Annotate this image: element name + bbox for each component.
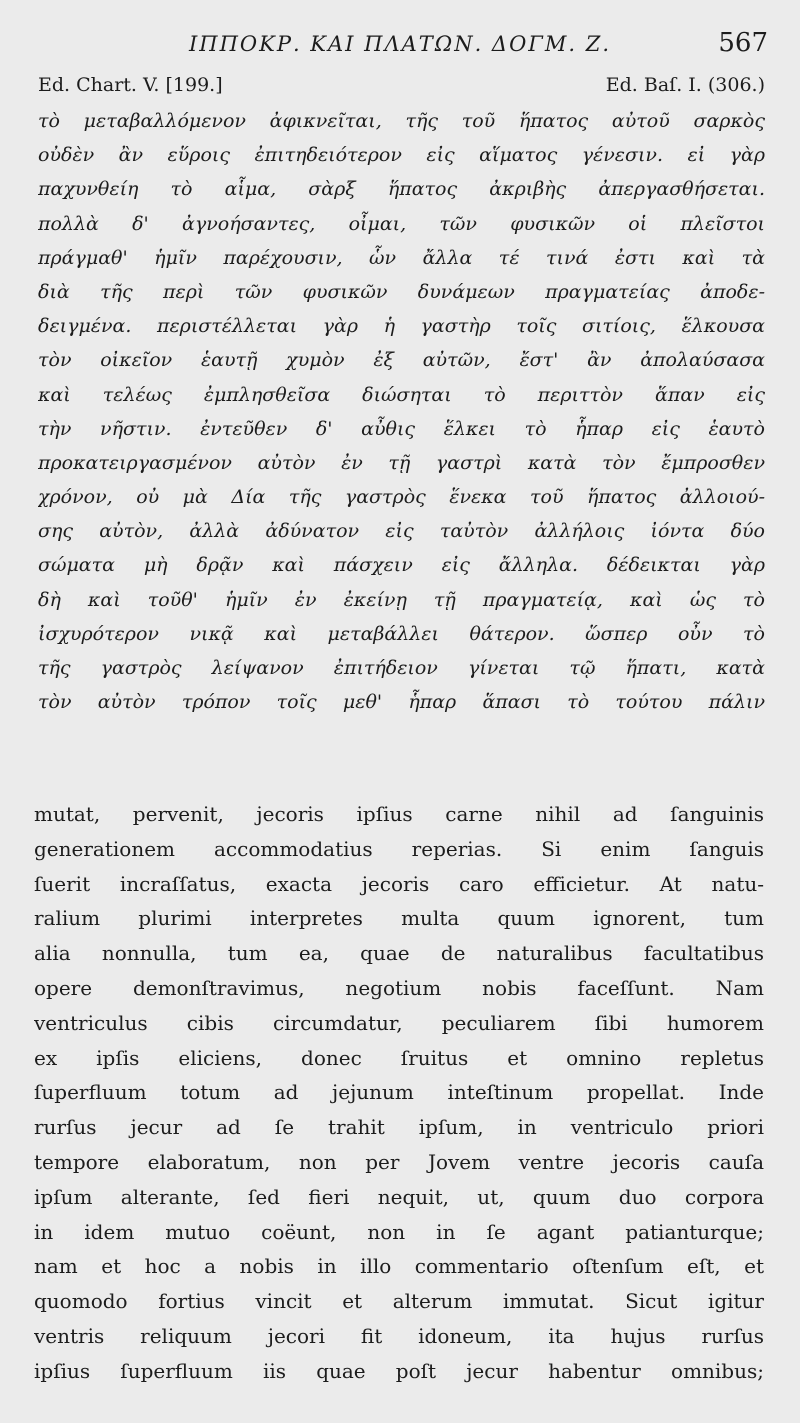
latin-text-block	[34, 797, 764, 1389]
latin-text-line: ipſius ſuperfluum iis quae poſt jecur habentur omnibus;	[34, 1358, 764, 1383]
latin-text-line: opere demonſtravimus, negotium nobis faceſſunt. Nam	[34, 975, 764, 1000]
latin-text-line: ſuerit incraſſatus, exacta jecoris caro efficietur. At natu-	[34, 871, 764, 896]
edition-reference-line	[38, 74, 765, 102]
latin-text-line: alia nonnulla, tum ea, quae de naturalibus facultatibus	[34, 941, 764, 966]
latin-text-line: mutat, pervenit, jecoris ipſius carne nihil ad ſanguinis	[34, 802, 764, 826]
latin-text-line: ventriculus cibis circumdatur, peculiarem ſibi humorem	[34, 1010, 764, 1035]
running-head: ΙΠΠΟΚΡ. ΚΑΙ ΠΛΑΤΩΝ. ΔΟΓΜ. Ζ.	[189, 32, 611, 56]
greek-text-line: οὐδὲν ἂν εὕροις ἐπιτηδειότερον εἰς αἵματος γένεσιν. εἰ γὰρ	[38, 144, 765, 167]
greek-text-line: τὴν νῆστιν. ἐντεῦθεν δ' αὖθις ἕλκει τὸ ἧπαρ εἰς ἑαυτὸ	[38, 417, 765, 440]
latin-text-line: in idem mutuo coëunt, non in ſe agant patianturque;	[34, 1219, 764, 1244]
latin-text-line: quomodo fortius vincit et alterum immutat. Sicut igitur	[34, 1289, 764, 1314]
latin-text-line: tempore elaboratum, non per Jovem ventre jecoris cauſa	[34, 1149, 764, 1174]
greek-text-line: προκατειργασμένον αὐτὸν ἐν τῇ γαστρὶ κατὰ τὸν ἔμπροσθεν	[38, 451, 765, 474]
latin-text-line: generationem accommodatius reperias. Si enim ſanguis	[34, 836, 764, 861]
greek-text-line: σώματα μὴ δρᾷν καὶ πάσχειν εἰς ἄλληλα. δέδεικται γὰρ	[38, 554, 765, 577]
greek-text-line: τῆς γαστρὸς λείψανον ἐπιτήδειον γίνεται τῷ ἥπατι, κατὰ	[38, 657, 765, 679]
latin-text-line: ralium plurimi interpretes multa quum ignorent, tum	[34, 906, 764, 931]
greek-text-line: ἰσχυρότερον νικᾷ καὶ μεταβάλλει θάτερον. ὥσπερ οὖν τὸ	[38, 622, 765, 645]
latin-text-line: ex ipſis eliciens, donec ſruitus et omnino repletus	[34, 1045, 764, 1070]
edition-chartier-ref: Ed. Chart. V. [199.]	[38, 74, 223, 96]
greek-text-line: δὴ καὶ τοῦθ' ἡμῖν ἐν ἐκείνῃ τῇ πραγματείᾳ, καὶ ὡς τὸ	[38, 588, 765, 611]
latin-text-line: rurſus jecur ad ſe trahit ipſum, in ventriculo priori	[34, 1115, 764, 1140]
latin-text-line: nam et hoc a nobis in illo commentario oſtenſum eſt, et	[34, 1254, 764, 1279]
greek-text-line: χρόνον, οὐ μὰ Δία τῆς γαστρὸς ἕνεκα τοῦ ἥπατος ἀλλοιού-	[38, 486, 765, 509]
greek-text-line: διὰ τῆς περὶ τῶν φυσικῶν δυνάμεων πραγματείας ἀποδε-	[38, 280, 765, 303]
greek-text-line: καὶ τελέως ἐμπλησθεῖσα διώσηται τὸ περιττὸν ἅπαν εἰς	[38, 383, 765, 406]
greek-text-line: σης αὐτὸν, ἀλλὰ ἀδύνατον εἰς ταὐτὸν ἀλλήλοις ἰόντα δύο	[38, 520, 765, 543]
greek-text-line: τὸν αὐτὸν τρόπον τοῖς μεθ' ἧπαρ ἅπασι τὸ τούτου πάλιν	[38, 691, 765, 714]
edition-basel-ref: Ed. Baſ. I. (306.)	[605, 74, 765, 96]
latin-text-line: ipſum alterante, ſed fieri nequit, ut, quum duo corpora	[34, 1184, 764, 1209]
latin-text-line: ſuperfluum totum ad jejunum inteſtinum propellat. Inde	[34, 1080, 764, 1105]
greek-text-line: τὸν οἰκεῖον ἑαυτῇ χυμὸν ἐξ αὐτῶν, ἔστ' ἂν ἀπολαύσασα	[38, 349, 765, 372]
greek-text-line: δειγμένα. περιστέλλεται γὰρ ἡ γαστὴρ τοῖς σιτίοις, ἕλκουσα	[38, 315, 765, 338]
page-header	[0, 28, 800, 68]
latin-text-line: ventris reliquum jecori fit idoneum, ita hujus rurſus	[34, 1323, 764, 1348]
page-number: 567	[718, 28, 768, 58]
greek-text-line: τὸ μεταβαλλόμενον ἀφικνεῖται, τῆς τοῦ ἥπατος αὐτοῦ σαρκὸς	[38, 110, 765, 132]
greek-text-line: πολλὰ δ' ἀγνοήσαντες, οἶμαι, τῶν φυσικῶν οἱ πλεῖστοι	[38, 212, 765, 235]
greek-text-block	[38, 104, 765, 719]
greek-text-line: πράγμαθ' ἡμῖν παρέχουσιν, ὧν ἄλλα τέ τινά ἐστι καὶ τὰ	[38, 246, 765, 269]
greek-text-line: παχυνθείη τὸ αἷμα, σὰρξ ἥπατος ἀκριβὴς ἀπεργασθήσεται.	[38, 178, 765, 201]
